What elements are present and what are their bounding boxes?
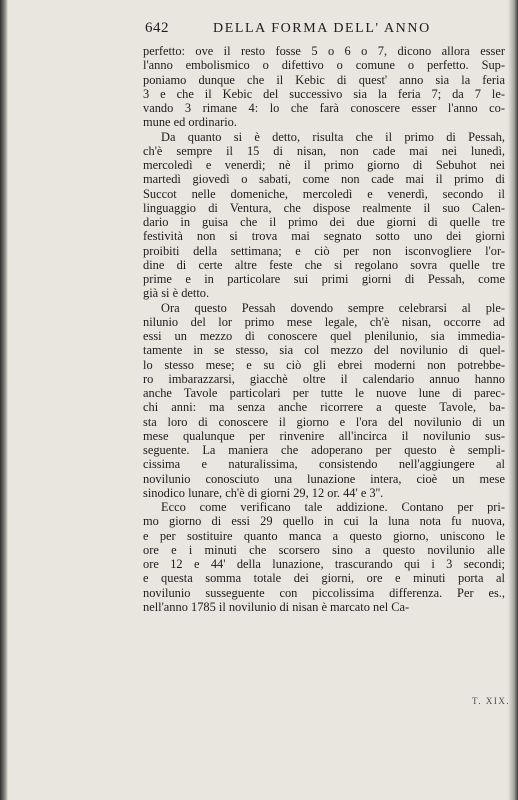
text-line: mune ed ordinario. bbox=[143, 115, 237, 130]
text-line: e questa somma totale dei giorni, ore e minuti porta al bbox=[143, 571, 505, 586]
text-line: Da quanto si è detto, risulta che il primo di Pessah, bbox=[161, 129, 505, 144]
text-line: festività non si trova mai segnato sotto uno dei giorni bbox=[143, 229, 505, 244]
text-line: perfetto: ove il resto fosse 5 o 6 o 7, dicono allora esser bbox=[143, 44, 505, 58]
text-line: cissima e naturalissima, consistendo nell'aggiungere al bbox=[143, 457, 505, 472]
body-text bbox=[143, 44, 505, 614]
paragraph bbox=[143, 44, 505, 130]
text-line: ore e i minuti che scorsero sino a questo novilunio alle bbox=[143, 542, 505, 557]
text-line: vando 3 rimane 4: lo che farà conoscere esser l'anno co- bbox=[143, 101, 505, 115]
text-line: martedì giovedì o sabati, come non cade mai il primo di bbox=[143, 172, 505, 187]
paragraph bbox=[143, 500, 505, 614]
text-line: Succot nelle domeniche, mercoledì e venerdì, secondo il bbox=[143, 186, 505, 201]
text-line: mese qualunque per rinvenire all'incirca il novilunio sus- bbox=[143, 428, 505, 443]
text-line: linguaggio di Ventura, che dispose realmente il suo Calen- bbox=[143, 200, 505, 215]
paragraph bbox=[143, 301, 505, 501]
text-line: 3 e che il Kebic del successivo sia la feria 7; da 7 le- bbox=[143, 86, 505, 101]
text-line: chi anni: ma senza anche ricorrere a queste Tavole, ba- bbox=[143, 400, 505, 415]
paragraph bbox=[143, 130, 505, 301]
text-line: già si è detto. bbox=[143, 286, 210, 301]
text-line: nilunio del lor primo mese legale, ch'è nisan, occorre ad bbox=[143, 314, 505, 329]
signature-mark: T. XIX. bbox=[472, 696, 511, 706]
text-line: ore 12 e 44' della lunazione, trascurando qui i 3 secondi; bbox=[143, 557, 505, 571]
text-line: essi un mezzo di conoscere quel plenilunio, sia immedia- bbox=[143, 329, 505, 343]
page-gutter-shadow bbox=[0, 0, 8, 800]
running-title: DELLA FORMA DELL' ANNO bbox=[213, 21, 431, 36]
text-line: anche Tavole particolari per tutte le nuove lune di parec- bbox=[143, 386, 505, 400]
text-line: prime e in particolare sui primi giorni di Pessah, come bbox=[143, 272, 505, 286]
text-line: sta loro di conoscere il giorno e l'ora del novilunio di un bbox=[143, 414, 505, 429]
text-line: sinodico lunare, ch'è di giorni 29, 12 or. 44' e 3''. bbox=[143, 485, 384, 500]
text-line: novilunio conosciuto una lunazione intera, cioè un mese bbox=[143, 471, 505, 486]
text-line: nell'anno 1785 il novilunio di nisan è marcato nel Ca- bbox=[143, 599, 410, 614]
text-line: ro imbarazzarsi, giacchè oltre il calendario annuo hanno bbox=[143, 371, 505, 386]
text-line: ch'è sempre il 15 di nisan, non cade mai nei lunedì, bbox=[143, 143, 505, 158]
page-number: 642 bbox=[145, 20, 169, 36]
text-line: Ora questo Pessah dovendo sempre celebrarsi al ple- bbox=[161, 300, 505, 315]
text-line: seguente. La maniera che adoperano per questo è sempli- bbox=[143, 443, 505, 457]
text-line: mo giorno di essi 29 quello in cui la luna nota fu nuova, bbox=[143, 514, 505, 529]
text-line: novilunio susseguente con piccolissima differenza. Per es., bbox=[143, 585, 505, 600]
text-line: poniamo dunque che il Kebic di quest' anno sia la feria bbox=[143, 72, 505, 87]
text-line: tamente in se stesso, sia col mezzo del novilunio di quel- bbox=[143, 343, 505, 358]
page-edge-shadow bbox=[508, 0, 518, 800]
text-line: e per sostituire quanto manca a questo giorno, uniscono le bbox=[143, 528, 505, 543]
text-line: proibiti della settimana; e ciò per non isconvogliere l'or- bbox=[143, 243, 505, 258]
text-line: l'anno embolismico o difettivo o comune o perfetto. Sup- bbox=[143, 58, 505, 73]
text-line: Ecco come verificano tale addizione. Contano per pri- bbox=[161, 500, 505, 514]
text-line: mercoledì e venerdì; nè il primo giorno di Sebuhot nei bbox=[143, 158, 505, 172]
text-line: lo stesso mese; e su ciò gli ebrei moderni non potrebbe- bbox=[143, 357, 505, 372]
text-line: dine di certe altre feste che si regolano sovra quelle tre bbox=[143, 257, 505, 272]
running-head bbox=[145, 20, 505, 40]
text-line: dario in guisa che il primo dei due giorni di quelle tre bbox=[143, 215, 505, 229]
